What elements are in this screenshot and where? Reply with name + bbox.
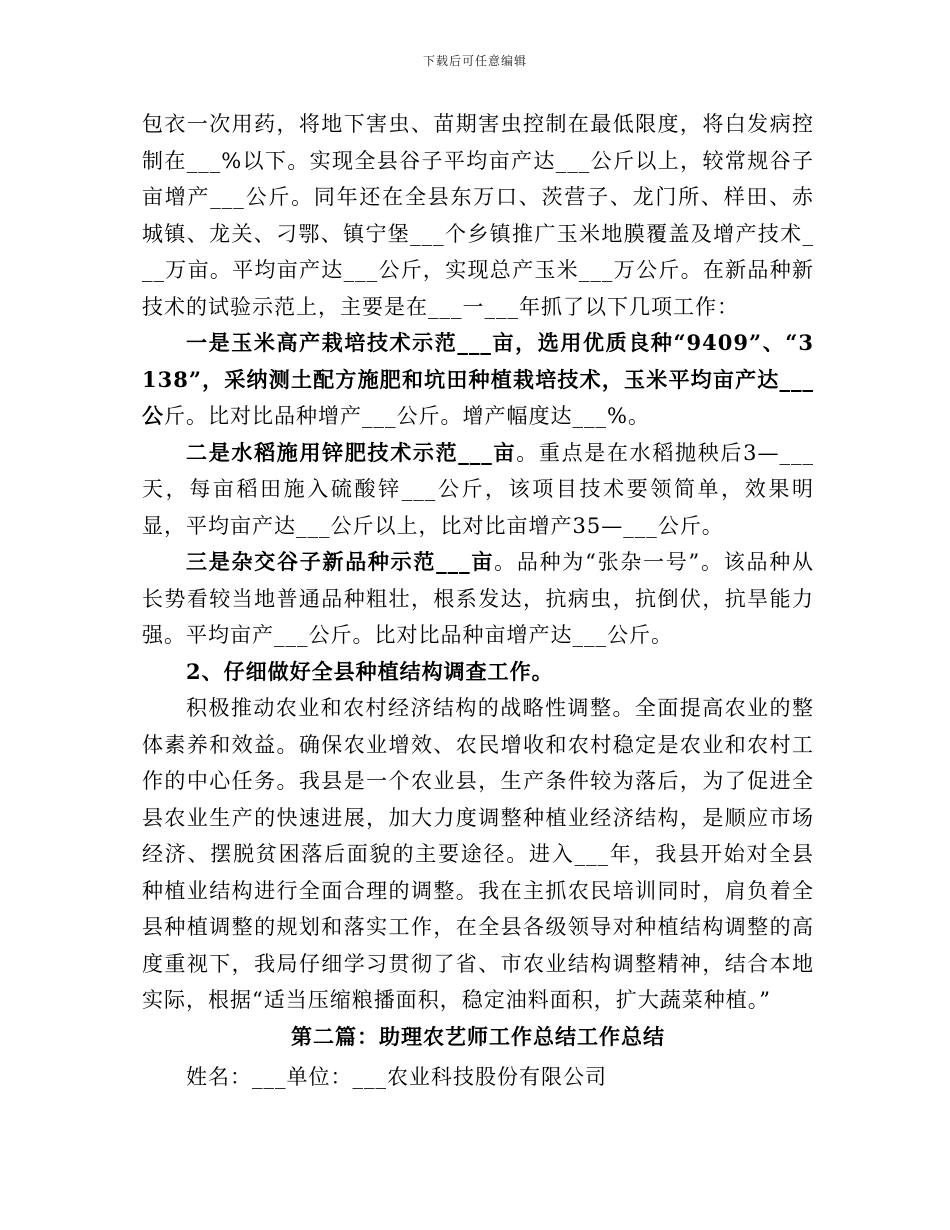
page-header: 下载后可任意编辑 — [422, 54, 527, 68]
item-millet-demo — [142, 544, 814, 654]
name-unit-line: 姓名：___单位：___农业科技股份有限公司 — [186, 1065, 607, 1089]
part-title: 第二篇：助理农艺师工作总结工作总结 — [291, 1023, 665, 1049]
item-corn-demo — [142, 325, 814, 435]
paragraph-structure: 积极推动农业和农村经济结构的战略性调整。全面提高农业的整体素养和效益。确保农业增效、农民增收和农村稳定是农业和农村工作的中心任务。我县是一个农业县，生产条件较为落后，为了促进全县农业生产的快速进展，加大力度调整种植业经济结构，是顺应市场经济、摆脱贫困落后面貌的主要途径。进入___年，我县开始对全县种植业结构进行全面合理的调整。我在主抓农民培训同时，肩负着全县种植调整的规划和落实工作，在全县各级领导对种植结构调整的高度重视下，我局仔细学习贯彻了省、市农业结构调整精神，结合本地实际，根据“适当压缩粮播面积，稳定油料面积，扩大蔬菜种植。” — [142, 696, 814, 1012]
item-rice-text: 。重点是在水稻抛秧后3—___天，每亩稻田施入硫酸锌___公斤，该项目技术要领简单，效果明显，平均亩产达___公斤以上，比对比亩增产35—___公斤。 — [142, 440, 814, 538]
document-body — [142, 106, 814, 1096]
item-rice-title: 二是水稻施用锌肥技术示范___亩 — [186, 439, 517, 465]
section-heading: 2、仔细做好全县种植结构调查工作。 — [186, 658, 554, 684]
item-corn-text: 斤。比对比品种增产___公斤。增产幅度达___%。 — [164, 404, 650, 428]
item-millet-title: 三是杂交谷子新品种示范___亩 — [186, 549, 495, 574]
item-millet-text: 。品种为“张杂一号”。该品种从长势看较当地普通品种粗壮，根系发达，抗病虫，抗倒伏，抗旱能力强。平均亩产___公斤。比对比品种亩增产达___公斤。 — [142, 550, 814, 647]
paragraph-intro: 包衣一次用药，将地下害虫、苗期害虫控制在最低限度，将白发病控制在___%以下。实现全县谷子平均亩产达___公斤以上，较常规谷子亩增产___公斤。同年还在全县东万口、茨营子、龙门所、样田、赤城镇、龙关、刁鄂、镇宁堡___个乡镇推广玉米地膜覆盖及增产技术___万亩。平均亩产达___公斤，实现总产玉米___万公斤。在新品种新技术的试验示范上，主要是在___一___年抓了以下几项工作： — [142, 112, 814, 319]
item-corn-title: 一是玉米高产栽培技术示范___亩，选用优质良种“9409”、“3138”，采纳测土配方施肥和坑田种植栽培技术，玉米平均亩产达___公 — [142, 330, 814, 428]
item-rice-demo — [142, 435, 814, 545]
